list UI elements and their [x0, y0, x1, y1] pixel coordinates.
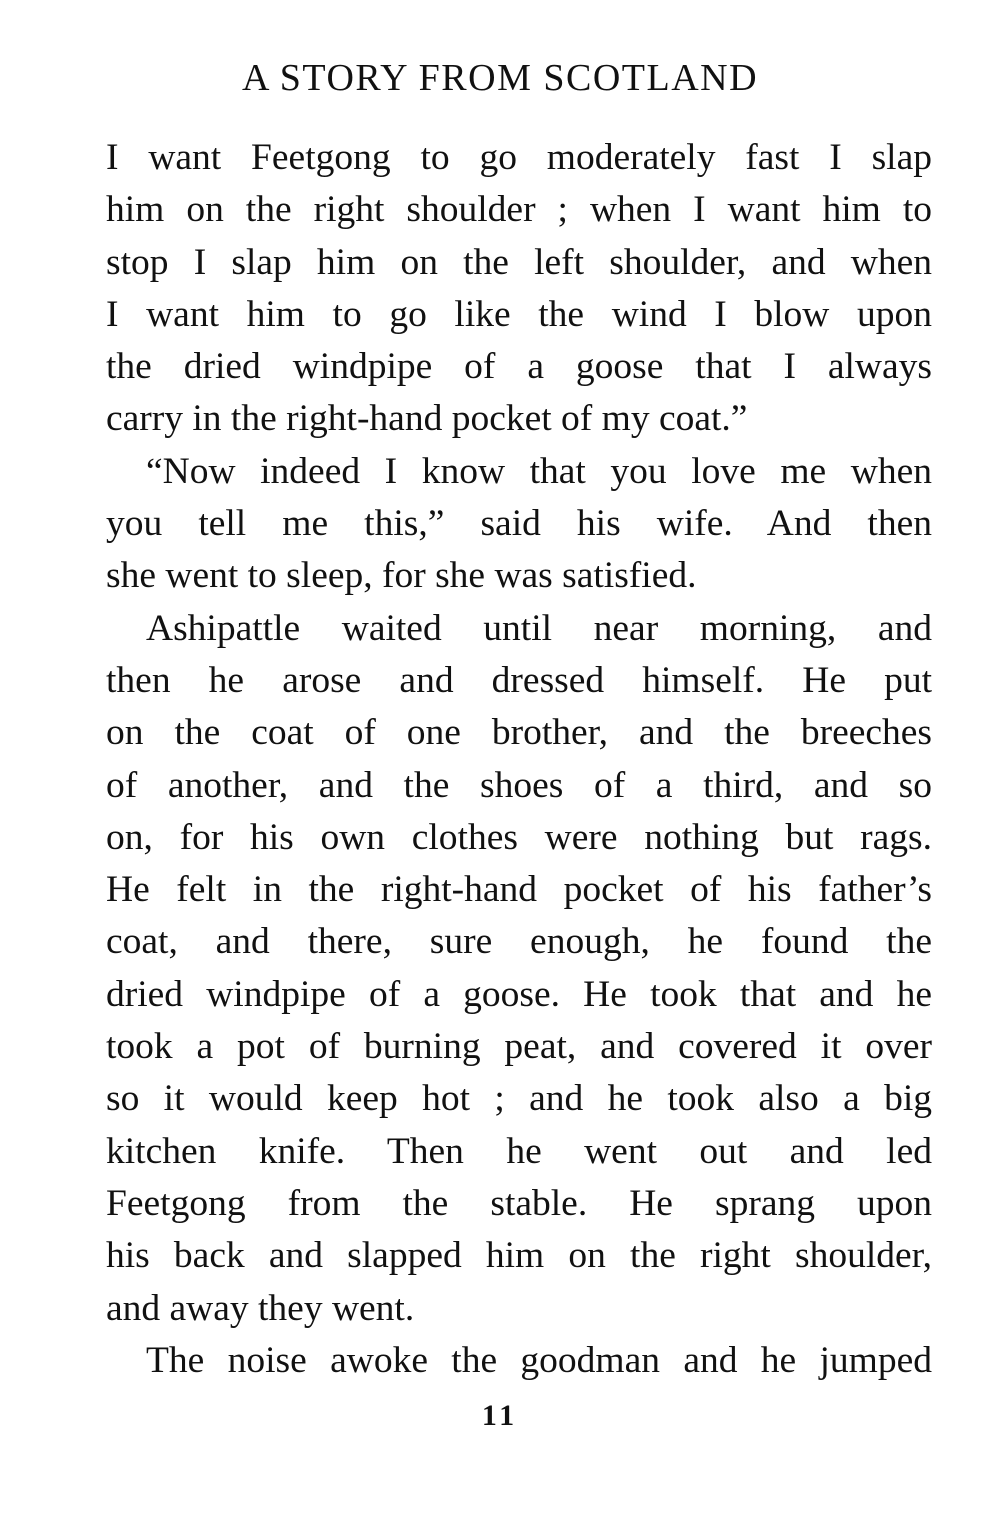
text-line: she went to sleep, for she was satisfied.: [106, 555, 697, 597]
page-number: 11: [481, 1399, 519, 1432]
body-text: [106, 132, 932, 1387]
paragraph-3: [106, 603, 932, 1335]
text-line: took a pot of burning peat, and covered it over: [106, 1026, 932, 1068]
text-line: “Now indeed I know that you love me when: [146, 450, 932, 492]
paragraph-1: [106, 132, 932, 446]
text-line: so it would keep hot ; and he took also a big: [106, 1078, 932, 1120]
text-line: stop I slap him on the left shoulder, and when: [106, 241, 932, 283]
text-line: him on the right shoulder ; when I want him to: [106, 189, 932, 231]
text-line: coat, and there, sure enough, he found the: [106, 921, 932, 963]
text-line: The noise awoke the goodman and he jumped: [146, 1339, 932, 1381]
text-line: He felt in the right-hand pocket of his father’s: [106, 869, 932, 911]
text-line: Ashipattle waited until near morning, and: [146, 607, 932, 649]
running-head: A STORY FROM SCOTLAND: [241, 57, 759, 99]
text-line: I want him to go like the wind I blow upon: [106, 293, 932, 335]
text-line: dried windpipe of a goose. He took that and he: [106, 973, 932, 1015]
text-line: the dried windpipe of a goose that I always: [106, 346, 932, 388]
text-line: you tell me this,” said his wife. And then: [106, 503, 932, 545]
text-line: his back and slapped him on the right shoulder,: [106, 1235, 932, 1277]
text-line: carry in the right-hand pocket of my coat.”: [106, 398, 748, 440]
text-line: of another, and the shoes of a third, and so: [106, 764, 932, 806]
text-line: on, for his own clothes were nothing but rags.: [106, 816, 932, 858]
paragraph-4: [106, 1335, 932, 1387]
text-line: Feetgong from the stable. He sprang upon: [106, 1182, 932, 1224]
paragraph-2: [106, 446, 932, 603]
text-line: then he arose and dressed himself. He put: [106, 659, 932, 701]
text-line: and away they went.: [106, 1287, 415, 1329]
text-line: on the coat of one brother, and the breeches: [106, 712, 932, 754]
text-line: kitchen knife. Then he went out and led: [106, 1130, 932, 1172]
text-line: I want Feetgong to go moderately fast I slap: [106, 137, 932, 178]
